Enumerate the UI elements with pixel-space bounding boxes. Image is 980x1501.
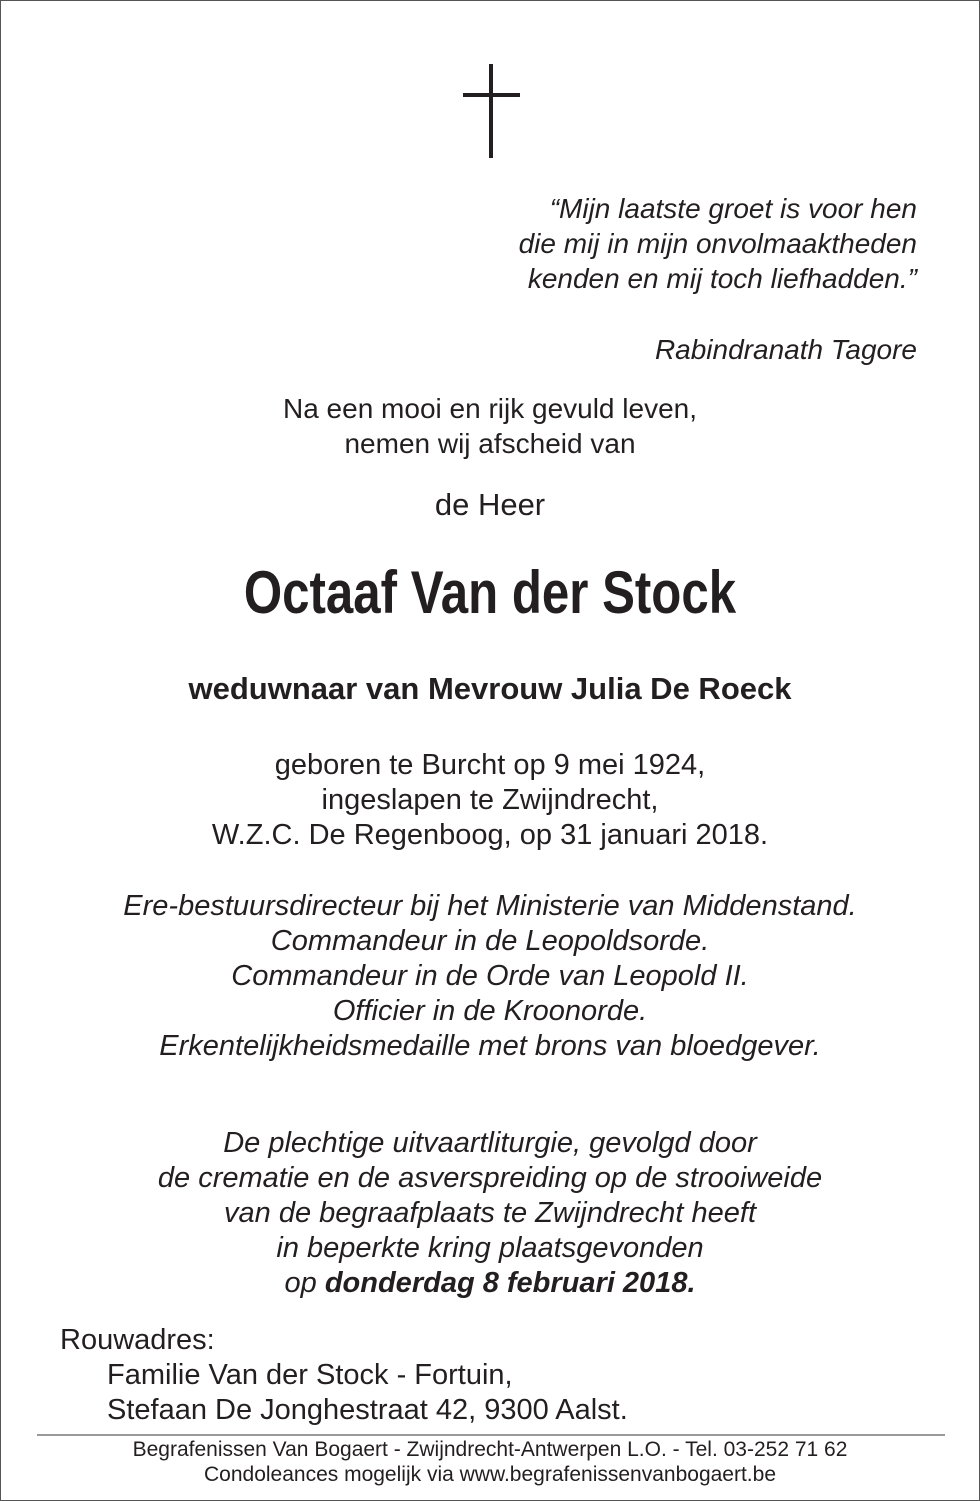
honor-item: Erkentelijkheidsmedaille met brons van bloedgever. (159, 1030, 821, 1062)
address-line: Familie Van der Stock - Fortuin, (107, 1359, 513, 1391)
ceremony-line: van de begraafplaats te Zwijndrecht heeft (224, 1197, 756, 1229)
address-label: Rouwadres: (60, 1324, 215, 1356)
footer-contact: Begrafenissen Van Bogaert - Zwijndrecht-Antwerpen L.O. - Tel. 03-252 71 62 (132, 1438, 848, 1461)
ceremony-line: in beperkte kring plaatsgevonden (276, 1232, 704, 1264)
footer-condolences: Condoleances mogelijk via www.begrafenissenvanbogaert.be (203, 1463, 776, 1486)
quote-line: die mij in mijn onvolmaaktheden (518, 228, 917, 259)
intro-text (1, 391, 979, 461)
birth-death-dates (1, 748, 979, 853)
quote-line: “Mijn laatste groet is voor hen (549, 193, 917, 224)
honor-item: Commandeur in de Leopoldsorde. (270, 925, 710, 957)
ceremony-date: donderdag 8 februari 2018. (324, 1267, 696, 1299)
intro-line: Na een mooi en rijk gevuld leven, (282, 393, 697, 424)
ceremony-line: de crematie en de asverspreiding op de strooiweide (157, 1162, 823, 1194)
quote-block (519, 191, 917, 296)
honors-list (1, 889, 979, 1064)
ceremony-date-line (1, 1266, 979, 1301)
quote-author: Rabindranath Tagore (654, 334, 917, 365)
quote-line: kenden en mij toch liefhadden.” (527, 263, 917, 294)
dates-line: ingeslapen te Zwijndrecht, (321, 784, 659, 816)
honor-item: Commandeur in de Orde van Leopold II. (231, 960, 749, 992)
dates-line: geboren te Burcht op 9 mei 1924, (274, 749, 706, 781)
dates-line: W.Z.C. De Regenboog, op 31 januari 2018. (211, 819, 769, 851)
honor-item: Officier in de Kroonorde. (332, 995, 648, 1027)
spouse-line: weduwnaar van Mevrouw Julia De Roeck (188, 671, 792, 706)
honorific-title: de Heer (434, 487, 546, 522)
address-line: Stefaan De Jonghestraat 42, 9300 Aalst. (107, 1394, 628, 1426)
ceremony-notice (1, 1126, 979, 1301)
intro-line: nemen wij afscheid van (344, 428, 636, 459)
footer-divider (37, 1434, 945, 1436)
ceremony-date-prefix: op (284, 1267, 317, 1299)
honor-item: Ere-bestuursdirecteur bij het Ministerie van Middenstand. (123, 890, 857, 922)
footer (1, 1437, 979, 1487)
deceased-name: Octaaf Van der Stock (243, 559, 737, 626)
ceremony-line: De plechtige uitvaartliturgie, gevolgd door (223, 1127, 757, 1159)
